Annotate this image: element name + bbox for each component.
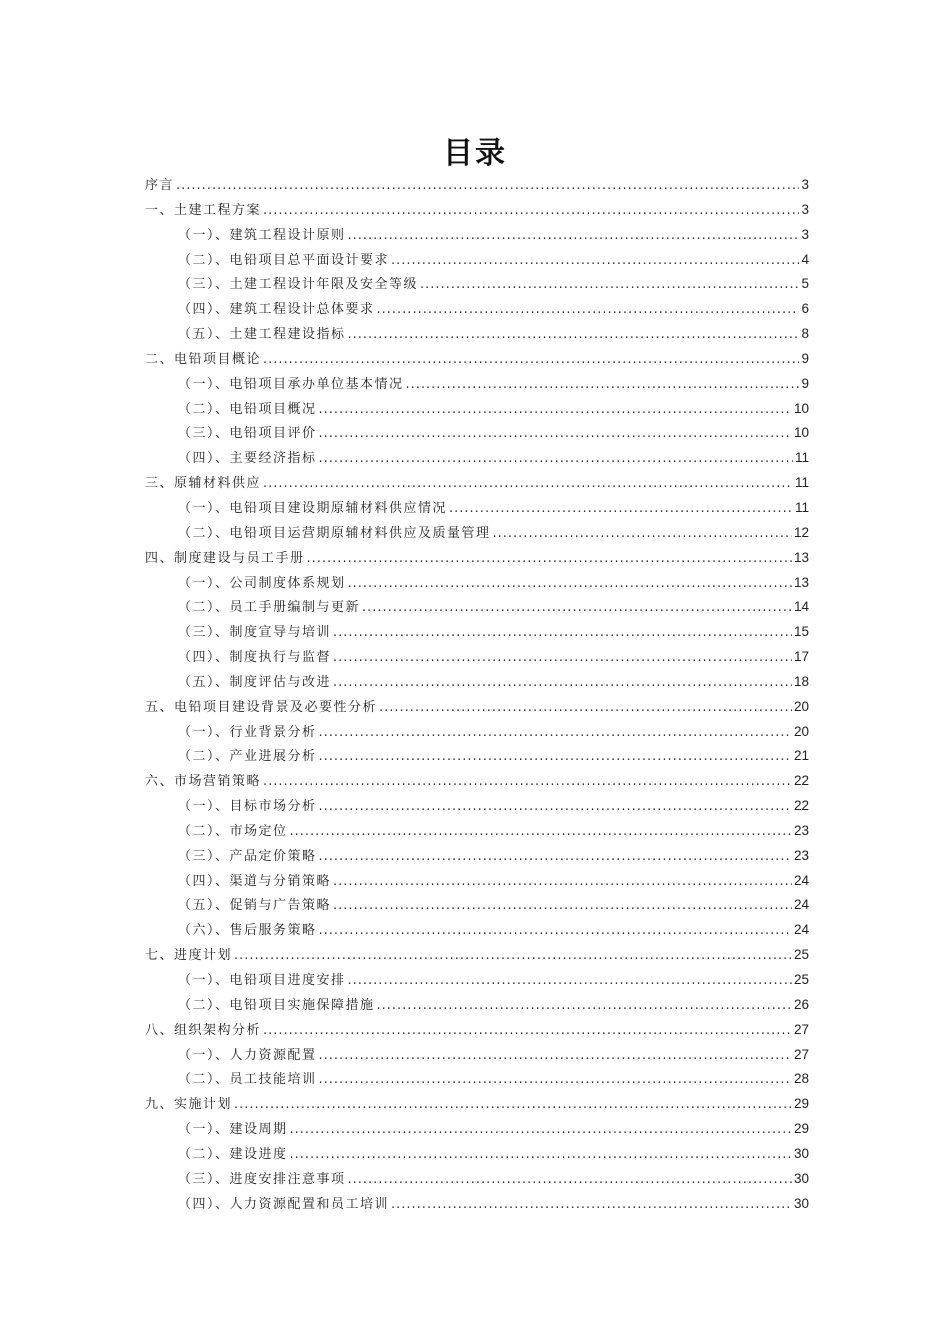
toc-section-entry[interactable] (145, 794, 809, 819)
toc-page-number: 29 (793, 1096, 809, 1112)
toc-entry-label: （一）、电铅项目进度安排 (178, 973, 346, 988)
toc-entry-label: （三）、进度安排注意事项 (178, 1171, 346, 1187)
toc-page-number: 11 (794, 450, 809, 466)
toc-chapter-entry[interactable] (145, 943, 809, 968)
toc-page-number: 30 (793, 1145, 809, 1161)
toc-page-number: 8 (801, 326, 809, 342)
toc-page-number: 5 (801, 276, 809, 292)
toc-chapter-entry[interactable] (145, 769, 809, 794)
toc-page-number: 15 (793, 624, 809, 640)
toc-section-entry[interactable] (145, 844, 809, 869)
toc-page-number: 17 (793, 649, 809, 665)
toc-section-entry[interactable] (145, 670, 809, 695)
toc-dot-leader (348, 572, 792, 597)
toc-entry-label: （一）、电铅项目建设期原辅材料供应情况 (178, 500, 448, 516)
toc-section-entry[interactable] (145, 446, 809, 471)
toc-entry-label: （二）、电铅项目总平面设计要求 (178, 252, 390, 268)
toc-section-entry[interactable] (145, 496, 809, 521)
toc-dot-leader (263, 1019, 792, 1044)
toc-section-entry[interactable] (145, 1117, 809, 1142)
toc-page-number: 27 (793, 1046, 809, 1062)
toc-page-number: 28 (793, 1071, 809, 1087)
toc-page-number: 3 (801, 177, 809, 192)
toc-dot-leader (348, 224, 800, 249)
toc-entry-label: （一）、行业背景分析 (178, 724, 317, 740)
toc-section-entry[interactable] (145, 595, 809, 620)
toc-section-entry[interactable] (145, 372, 809, 397)
toc-entry-label: （六）、售后服务策略 (178, 923, 317, 939)
toc-section-entry[interactable] (145, 993, 809, 1018)
toc-section-entry[interactable] (145, 571, 809, 596)
toc-entry-label: （二）、建设进度 (178, 1146, 288, 1162)
toc-dot-leader (307, 547, 792, 572)
toc-section-entry[interactable] (145, 1043, 809, 1068)
toc-section-entry[interactable] (145, 620, 809, 645)
toc-page-number: 3 (801, 226, 809, 242)
toc-entry-label: （一）、公司制度体系规划 (178, 575, 346, 591)
toc-section-entry[interactable] (145, 869, 809, 894)
toc-dot-leader (377, 298, 800, 323)
toc-chapter-entry[interactable] (145, 173, 809, 198)
toc-entry-label: 五、电铅项目建设背景及必要性分析 (145, 699, 378, 715)
toc-dot-leader (333, 646, 792, 671)
toc-page-number: 23 (793, 822, 809, 838)
toc-entry-label: （一）、电铅项目承办单位基本情况 (178, 376, 404, 392)
toc-entry-label: （四）、渠道与分销策略 (178, 873, 332, 889)
toc-chapter-entry[interactable] (145, 1092, 809, 1117)
toc-page-number: 6 (801, 301, 809, 317)
toc-entry-label: （四）、主要经济指标 (178, 451, 317, 467)
toc-page-number: 22 (793, 773, 809, 789)
toc-page-number: 24 (793, 897, 809, 913)
toc-page-number: 4 (801, 251, 809, 267)
toc-dot-leader (319, 745, 792, 770)
toc-page-number: 29 (793, 1121, 809, 1137)
toc-dot-leader (333, 894, 792, 919)
toc-entry-label: 三、原辅材料供应 (145, 476, 262, 492)
toc-dot-leader (319, 422, 792, 447)
toc-entry-label: （四）、建筑工程设计总体要求 (178, 302, 375, 318)
toc-page-number: 30 (793, 1195, 809, 1211)
toc-entry-label: （二）、员工手册编制与更新 (178, 600, 361, 616)
toc-entry-label: 六、市场营销策略 (145, 774, 262, 790)
toc-dot-leader (290, 820, 792, 845)
toc-entry-label: （二）、电铅项目概况 (178, 401, 317, 417)
toc-page-number: 24 (793, 922, 809, 938)
toc-entry-label: 二、电铅项目概论 (145, 351, 262, 367)
toc-dot-leader (333, 671, 792, 696)
toc-dot-leader (391, 249, 799, 274)
toc-dot-leader (319, 845, 792, 870)
toc-chapter-entry[interactable] (145, 198, 809, 223)
toc-dot-leader (319, 721, 792, 746)
toc-section-entry[interactable] (145, 272, 809, 297)
toc-dot-leader (420, 273, 799, 298)
toc-page-number: 20 (793, 723, 809, 739)
toc-page-number: 18 (793, 673, 809, 689)
toc-dot-leader (319, 795, 792, 820)
toc-section-entry[interactable] (145, 968, 809, 993)
toc-page-number: 14 (793, 599, 809, 615)
toc-section-entry[interactable] (145, 893, 809, 918)
toc-dot-leader (319, 919, 792, 944)
toc-entry-label: （三）、土建工程设计年限及安全等级 (178, 277, 419, 293)
toc-section-entry[interactable] (145, 645, 809, 670)
toc-page-number: 9 (801, 350, 809, 366)
toc-entry-label: 四、制度建设与员工手册 (145, 550, 305, 566)
toc-dot-leader (319, 447, 793, 472)
toc-section-entry[interactable] (145, 744, 809, 769)
toc-page-number: 21 (793, 748, 809, 764)
toc-page-number: 22 (793, 798, 809, 814)
toc-entry-label: 七、进度计划 (145, 948, 233, 964)
toc-dot-leader (234, 1093, 792, 1118)
toc-dot-leader (319, 1044, 792, 1069)
toc-dot-leader (290, 1143, 792, 1168)
toc-dot-leader (391, 1193, 792, 1218)
toc-section-entry[interactable] (145, 248, 809, 273)
toc-entry-label: （一）、目标市场分析 (178, 799, 317, 815)
toc-dot-leader (319, 1068, 792, 1093)
toc-page-number: 9 (801, 375, 809, 391)
toc-dot-leader (333, 870, 792, 895)
toc-chapter-entry[interactable] (145, 471, 809, 496)
toc-chapter-entry[interactable] (145, 1018, 809, 1043)
toc-chapter-entry[interactable] (145, 695, 809, 720)
toc-section-entry[interactable] (145, 1192, 809, 1217)
toc-dot-leader (493, 522, 792, 547)
table-of-contents (145, 173, 809, 1216)
toc-section-entry[interactable] (145, 223, 809, 248)
toc-page-number: 30 (793, 1170, 809, 1186)
toc-entry-label: （三）、制度宣导与培训 (178, 625, 332, 641)
toc-page-number: 11 (794, 499, 809, 515)
toc-entry-label: （三）、电铅项目评价 (178, 426, 317, 442)
toc-dot-leader (290, 1118, 792, 1143)
toc-dot-leader (348, 323, 800, 348)
toc-dot-leader (406, 373, 800, 398)
toc-dot-leader (379, 696, 792, 721)
toc-entry-label: （五）、土建工程建设指标 (178, 327, 346, 343)
toc-dot-leader (263, 472, 793, 497)
toc-entry-label: （四）、人力资源配置和员工培训 (178, 1196, 390, 1212)
toc-entry-label: （二）、电铅项目实施保障措施 (178, 997, 375, 1013)
toc-section-entry[interactable] (145, 1142, 809, 1167)
toc-page-number: 3 (801, 201, 809, 217)
toc-entry-label: 一、土建工程方案 (145, 202, 262, 218)
toc-section-entry[interactable] (145, 521, 809, 546)
toc-page-number: 20 (793, 698, 809, 714)
toc-section-entry[interactable] (145, 819, 809, 844)
toc-chapter-entry[interactable] (145, 546, 809, 571)
toc-section-entry[interactable] (145, 1167, 809, 1192)
toc-page-number: 26 (793, 996, 809, 1012)
toc-dot-leader (234, 944, 792, 969)
toc-entry-label: （二）、产业进展分析 (178, 749, 317, 765)
toc-page-number: 27 (793, 1021, 809, 1037)
toc-dot-leader (362, 596, 792, 621)
toc-page-number: 23 (793, 847, 809, 863)
toc-page-number: 11 (794, 475, 809, 491)
toc-entry-label: （一）、建设周期 (178, 1122, 288, 1138)
toc-entry-label: （五）、促销与广告策略 (178, 898, 332, 914)
toc-section-entry[interactable] (145, 397, 809, 422)
toc-section-entry[interactable] (145, 297, 809, 322)
toc-dot-leader (176, 174, 799, 199)
toc-section-entry[interactable] (145, 720, 809, 745)
toc-dot-leader (263, 770, 792, 795)
toc-page-number: 25 (793, 947, 809, 963)
toc-entry-label: 八、组织架构分析 (145, 1022, 262, 1038)
toc-dot-leader (333, 621, 792, 646)
toc-dot-leader (319, 398, 792, 423)
toc-section-entry[interactable] (145, 918, 809, 943)
toc-dot-leader (263, 348, 799, 373)
page-title: 目录 (443, 136, 507, 171)
toc-page-number: 24 (793, 872, 809, 888)
toc-chapter-entry[interactable] (145, 347, 809, 372)
toc-page-number: 12 (793, 524, 809, 540)
toc-entry-label: （四）、制度执行与监督 (178, 650, 332, 666)
toc-entry-label: （五）、制度评估与改进 (178, 674, 332, 690)
toc-entry-label: （一）、人力资源配置 (178, 1047, 317, 1063)
toc-dot-leader (263, 199, 799, 224)
toc-entry-label: （二）、员工技能培训 (178, 1072, 317, 1088)
toc-section-entry[interactable] (145, 322, 809, 347)
toc-entry-label: 九、实施计划 (145, 1097, 233, 1113)
toc-entry-label: 序言 (145, 178, 175, 193)
toc-entry-label: （一）、建筑工程设计原则 (178, 227, 346, 243)
toc-page-number: 10 (793, 400, 809, 416)
toc-dot-leader (348, 969, 792, 994)
toc-page-number: 25 (793, 972, 809, 987)
toc-section-entry[interactable] (145, 1067, 809, 1092)
toc-dot-leader (377, 994, 792, 1019)
toc-section-entry[interactable] (145, 421, 809, 446)
toc-entry-label: （二）、电铅项目运营期原辅材料供应及质量管理 (178, 525, 491, 541)
toc-entry-label: （二）、市场定位 (178, 823, 288, 839)
toc-page-number: 13 (793, 549, 809, 565)
toc-page-number: 13 (793, 574, 809, 590)
toc-page-number: 10 (793, 425, 809, 441)
toc-dot-leader (449, 497, 793, 522)
toc-dot-leader (348, 1168, 792, 1193)
toc-entry-label: （三）、产品定价策略 (178, 848, 317, 864)
